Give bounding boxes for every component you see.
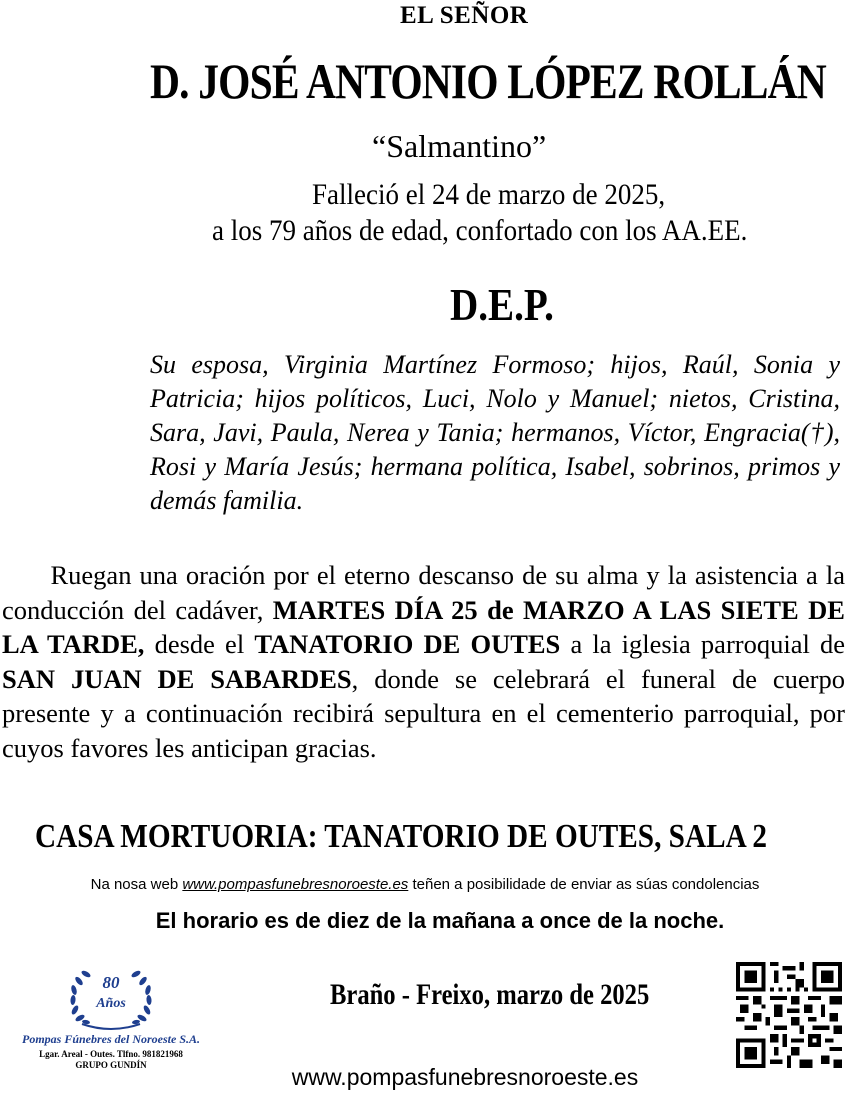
badge-number: 80	[102, 973, 120, 992]
prayer-text-2: desde el	[144, 629, 255, 659]
web-suffix: teñen a posibilidade de enviar as súas condolencias	[408, 876, 760, 893]
place-date: Braño - Freixo, marzo de 2025	[330, 978, 650, 1011]
prayer-text-4: , donde se celebrará el funeral de cuerpo presente y a continuación recibirá sepultura en el cementerio parroquial, por cuyos favores les anticipan gracias.	[2, 663, 845, 763]
badge-word: Años	[96, 996, 126, 1011]
condolences-link[interactable]: www.pompasfunebresnoroeste.es	[182, 876, 409, 893]
deceased-name: D. JOSÉ ANTONIO LÓPEZ ROLLÁN	[150, 53, 826, 109]
family-paragraph: Su esposa, Virginia Martínez Formoso; hijos, Raúl, Sonia y Patricia; hijos políticos, Luci, Nolo y Manuel; nietos, Cristina, Sara, Javi, Paula, Nerea y Tania; hermanos, Víctor, Engracia(†), Rosi y María Jesús; hermana política, Isabel, sobrinos, primos y demás familia.	[150, 350, 840, 515]
age-line: a los 79 años de edad, confortado con los AA.EE.	[212, 214, 748, 247]
notice-heading: EL SEÑOR	[400, 2, 529, 29]
company-group: GRUPO GUNDÍN	[75, 1060, 147, 1070]
dep-title: D.E.P.	[450, 279, 554, 330]
web-prefix: Na nosa web	[90, 876, 183, 893]
death-date-line: Falleció el 24 de marzo de 2025,	[312, 178, 666, 211]
nickname: “Salmantino”	[372, 128, 547, 164]
qr-code-icon[interactable]	[736, 962, 842, 1068]
prayer-text-1: Ruegan una oración por el eterno descanso de su alma y la asistencia a la conducción del cadáver,	[2, 560, 845, 625]
website-url[interactable]: www.pompasfunebresnoroeste.es	[291, 1064, 639, 1090]
service-datetime: MARTES DÍA 25 de MARZO A LAS SIETE DE LA TARDE,	[2, 594, 845, 659]
hours-line: El horario es de diez de la mañana a once de la noche.	[155, 908, 725, 933]
church-name: SAN JUAN DE SABARDES	[2, 663, 352, 694]
condolences-line	[0, 876, 850, 893]
company-logo	[0, 960, 222, 1075]
prayer-paragraph	[2, 558, 845, 765]
laurel-badge-icon	[0, 960, 222, 1034]
funeral-home: TANATORIO DE OUTES	[254, 629, 561, 659]
company-address: Lgar. Areal - Outes. Tlfno. 981821968	[39, 1049, 183, 1059]
mortuary-line: CASA MORTUORIA: TANATORIO DE OUTES, SALA 2	[35, 818, 768, 855]
company-name: Pompas Fúnebres del Noroeste S.A.	[21, 1032, 200, 1046]
prayer-text-3: a la iglesia parroquial de	[560, 629, 845, 659]
